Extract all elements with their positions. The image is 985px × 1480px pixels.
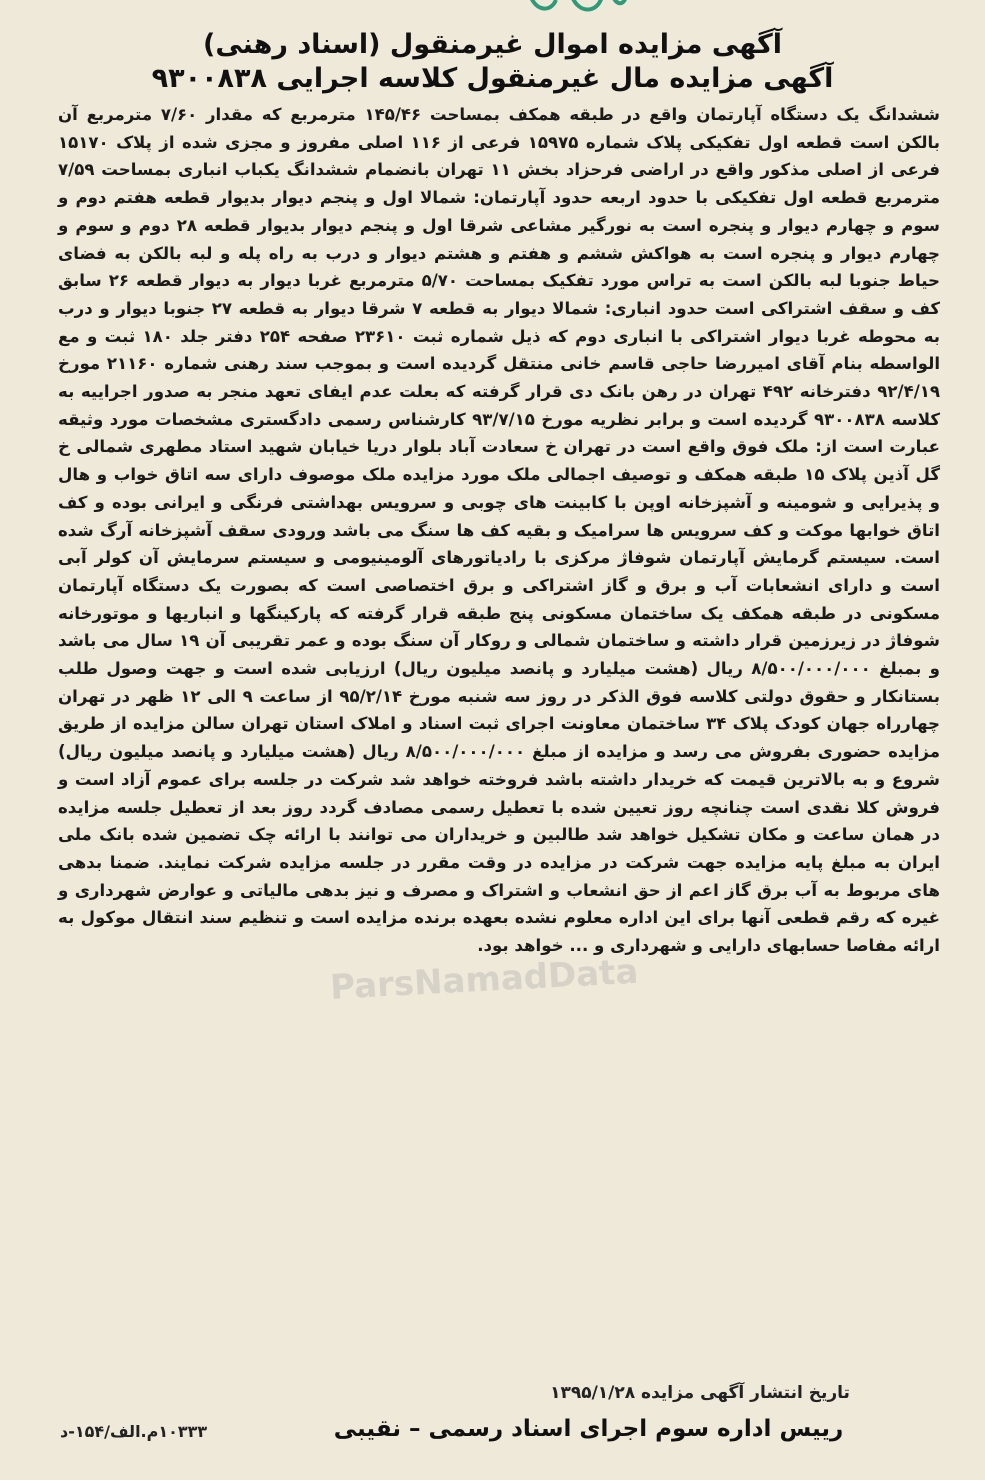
reference-code: ۱۰۳۳۳م.الف/۱۵۴-د	[60, 1422, 208, 1441]
notice-paragraph: ششدانگ یک دستگاه آپارتمان واقع در طبقه همکف بمساحت ۱۴۵/۴۶ مترمربع که مقدار ۷/۶۰ مترمربع آن بالکن است قطعه اول تفکیکی پلاک شماره ۱۵۹۷۵ فرعی از ۱۱۶ اصلی مفروز و مجزی شده از پلاک ۱۵۱۷۰ فرعی از اصلی مذکور واقع در اراضی فرحزاد بخش ۱۱ تهران بانضمام ششدانگ یکباب انباری بمساحت ۷/۵۹ مترمربع قطعه اول تفکیکی با حدود اربعه حدود آپارتمان: شمالا اول و پنجم دیوار بدیوار قطعه هفتم دوم و سوم و چهارم دیوار و پنجره است به نورگیر مشاعی شرقا اول و پنجم دیوار بدیوار قطعه ۲۸ دوم و سوم و چهارم دیوار و پنجره است به هواکش ششم و هفتم و هشتم دیوار و درب به راه پله و لبه بالکن به فضای حیاط جنوبا لبه بالکن است به تراس مورد تفکیک بمساحت ۵/۷۰ مترمربع غربا دیوار به دیوار قطعه ۲۶ سابق کف و سقف اشتراکی است حدود انباری: شمالا دیوار به قطعه ۷ شرقا دیوار به قطعه ۲۷ جنوبا دیوار و درب به محوطه غربا دیوار اشتراکی با انباری دوم که ذیل شماره ثبت ۲۳۶۱۰ صفحه ۲۵۴ دفتر جلد ۱۸۰ ثبت و مع الواسطه بنام آقای امیررضا حاجی قاسم خانی منتقل گردیده است و بموجب سند رهنی شماره ۲۱۱۶۰ مورخ ۹۲/۴/۱۹ دفترخانه ۴۹۲ تهران در رهن بانک دی قرار گرفته که بعلت عدم ایفای تعهد منجر به صدور اجراییه به کلاسه ۹۳۰۰۸۳۸ گردیده است و برابر نظریه مورخ ۹۳/۷/۱۵ کارشناس رسمی دادگستری مشخصات مورد وثیقه عبارت است از: ملک فوق واقع است در تهران خ سعادت آباد بلوار دریا خیابان شهید استاد مطهری شمالی خ گل آذین پلاک ۱۵ طبقه همکف و توصیف اجمالی ملک مورد مزایده ملک موصوف دارای سه اتاق خواب و هال و پذیرایی و شومینه و آشپزخانه اوپن با کابینت های چوبی و سرویس بهداشتی فرنگی و ایرانی بوده و کف اتاق خوابها موکت و کف سرویس ها سرامیک و بقیه کف ها سنگ می باشد ورودی سقف آشپزخانه آرگ شده است. سیستم گرمایش آپارتمان شوفاژ مرکزی با رادیاتورهای آلومینیومی و سیستم سرمایش آن کولر آبی است و دارای انشعابات آب و برق و گاز اشتراکی و برق اختصاصی است که بصورت یک دستگاه آپارتمان مسکونی در طبقه همکف یک ساختمان مسکونی پنج طبقه قرار گرفته که پارکینگها و انباریها و موتورخانه شوفاژ در زیرزمین قرار داشته و ساختمان شمالی و روکار آن سنگ بوده و عمر تقریبی آن ۱۹ سال می باشد و بمبلغ ۸/۵۰۰/۰۰۰/۰۰۰ ریال (هشت میلیارد و پانصد میلیون ریال) ارزیابی شده است و جهت وصول طلب بستانکار و حقوق دولتی کلاسه فوق الذکر در روز سه شنبه مورخ ۹۵/۲/۱۴ از ساعت ۹ الی ۱۲ ظهر در تهران چهارراه جهان کودک پلاک ۳۴ ساختمان معاونت اجرای ثبت اسناد و املاک استان تهران سالن مزایده از طریق مزایده حضوری بفروش می رسد و مزایده از مبلغ ۸/۵۰۰/۰۰۰/۰۰۰ ریال (هشت میلیارد و پانصد میلیون ریال) شروع و به بالاترین قیمت که خریدار داشته باشد فروخته خواهد شد شرکت در جلسه برای عموم آزاد است و فروش کلا نقدی است چنانچه روز تعیین شده با تعطیل رسمی مصادف گردد روز بعد از تعطیل جلسه مزایده در همان ساعت و مکان تشکیل خواهد شد طالبین و خریداران می توانند با ارائه چک تضمین شده بانک ملی ایران به مبلغ پایه مزایده جهت شرکت در مزایده در وقت مقرر در جلسه مزایده شرکت نمایند. ضمنا بدهی های مربوط به آب برق گاز اعم از حق انشعاب و اشتراک و مصرف و نیز بدهی مالیاتی و عوارض شهرداری و غیره که رقم قطعی آنها برای این اداره معلوم نشده بعهده برنده مزایده است و تنظیم سند انتقال موکول به ارائه مفاصا حسابهای دارایی و شهرداری و ... خواهد بود.	[58, 105, 941, 956]
watermark: ParsNamadData	[329, 951, 640, 1008]
publisher-logo-icon	[520, 0, 630, 20]
notice-subtitle: آگهی مزایده مال غیرمنقول کلاسه اجرایی ۹۳۰۰۸۳۸	[151, 63, 834, 94]
publish-date: تاریخ انتشار آگهی مزایده ۱۳۹۵/۱/۲۸	[550, 1383, 850, 1403]
signature: رییس اداره سوم اجرای اسناد رسمی – نقیبی	[333, 1416, 844, 1442]
notice-title: آگهی مزایده اموال غیرمنقول (اسناد رهنی)	[202, 29, 782, 60]
notice-body	[58, 101, 940, 960]
